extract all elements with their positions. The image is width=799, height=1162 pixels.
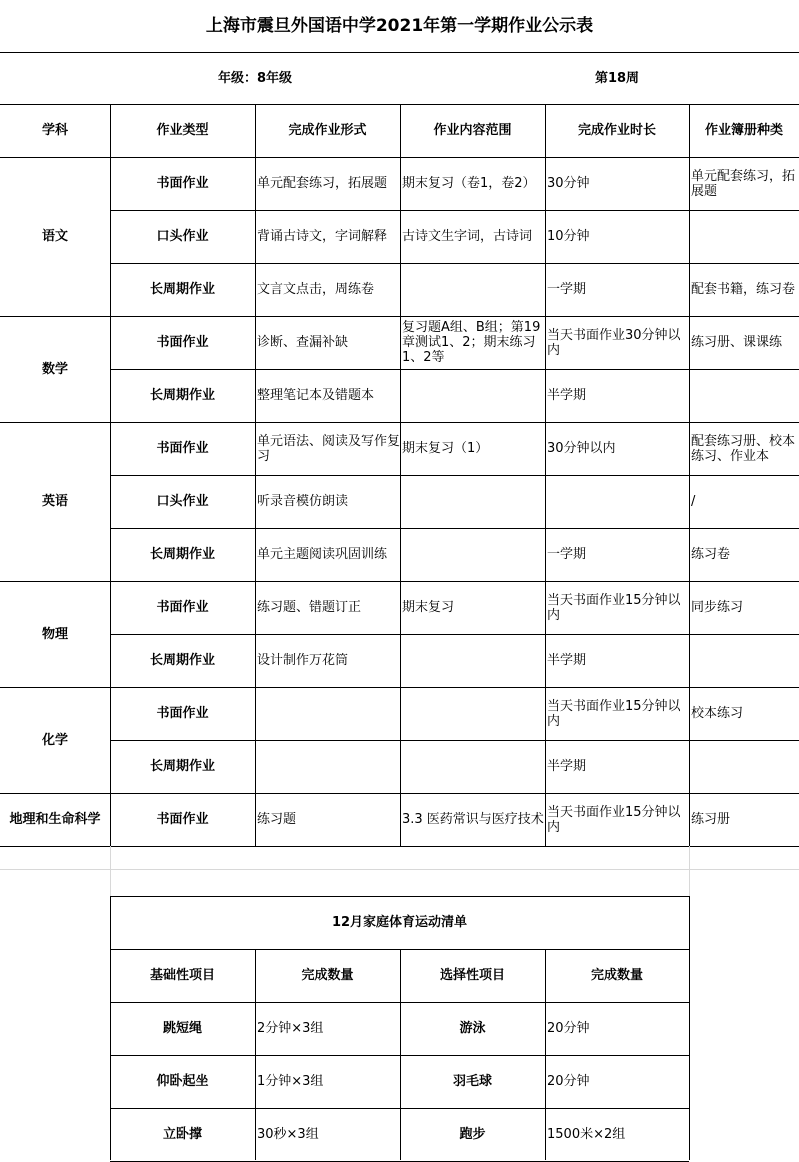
homework-type: 口头作业 xyxy=(156,229,209,244)
table-cell xyxy=(400,740,545,793)
v-rule xyxy=(110,846,111,896)
table-cell: 设计制作万花筒 xyxy=(257,653,349,668)
table-cell xyxy=(545,475,689,528)
table-cell xyxy=(689,210,799,263)
table-cell xyxy=(400,475,545,528)
table-cell xyxy=(689,634,799,687)
sports-title: 12月家庭体育运动清单 xyxy=(331,915,468,930)
exercise-amount: 1500米×2组 xyxy=(547,1127,626,1142)
exercise-name: 跳短绳 xyxy=(162,1021,202,1036)
column-header: 作业簿册种类 xyxy=(704,123,783,138)
exercise-name: 游泳 xyxy=(459,1021,486,1036)
homework-type: 长周期作业 xyxy=(149,759,215,774)
table-cell: 整理笔记本及错题本 xyxy=(257,388,375,403)
subject-name: 语文 xyxy=(41,229,68,244)
homework-type: 书面作业 xyxy=(156,335,209,350)
subject-name: 化学 xyxy=(41,732,68,748)
column-header: 作业内容范围 xyxy=(433,123,512,138)
column-header: 学科 xyxy=(41,123,68,138)
table-cell: 练习册 xyxy=(691,812,731,827)
exercise-name: 羽毛球 xyxy=(452,1074,492,1089)
table-cell: 单元语法、阅读及写作复习 xyxy=(257,433,400,464)
table-cell: 文言文点击，周练卷 xyxy=(257,282,375,297)
subject-name: 数学 xyxy=(41,361,68,377)
subject-name: 地理和生命科学 xyxy=(9,812,101,827)
table-cell: 一学期 xyxy=(547,547,587,562)
exercise-amount: 2分钟×3组 xyxy=(257,1021,324,1036)
sports-column-header: 完成数量 xyxy=(301,968,354,983)
table-cell: 听录音模仿朗读 xyxy=(257,494,349,509)
h-rule xyxy=(0,869,799,870)
exercise-name: 仰卧起坐 xyxy=(156,1074,209,1089)
table-cell xyxy=(400,687,545,740)
table-cell: 当天书面作业30分钟以内 xyxy=(547,327,681,358)
table-cell xyxy=(400,263,545,316)
sports-column-header: 基础性项目 xyxy=(149,968,215,983)
table-cell xyxy=(400,528,545,581)
table-cell: 古诗文生字词，古诗词 xyxy=(402,229,533,244)
table-cell: 练习题、错题订正 xyxy=(257,600,362,615)
table-cell: 诊断、查漏补缺 xyxy=(257,335,349,350)
homework-type: 书面作业 xyxy=(156,600,209,615)
table-cell: 期末复习（卷1，卷2） xyxy=(402,176,536,191)
table-cell: 半学期 xyxy=(547,653,587,668)
exercise-amount: 20分钟 xyxy=(547,1021,590,1036)
page-title: 上海市震旦外国语中学2021年第一学期作业公示表 xyxy=(205,15,594,36)
homework-type: 长周期作业 xyxy=(149,547,215,562)
homework-type: 书面作业 xyxy=(156,812,209,827)
exercise-amount: 20分钟 xyxy=(547,1074,590,1089)
table-cell: 复习题A组、B组；第19章测试1、2；期末练习1、2等 xyxy=(402,320,541,365)
homework-type: 长周期作业 xyxy=(149,653,215,668)
sports-column-header: 完成数量 xyxy=(590,968,643,983)
exercise-name: 跑步 xyxy=(459,1127,486,1142)
homework-type: 口头作业 xyxy=(156,494,209,509)
table-cell: 配套练习册、校本练习、作业本 xyxy=(691,433,796,464)
table-cell: 一学期 xyxy=(547,282,587,297)
table-cell: 练习册、课课练 xyxy=(691,335,783,350)
table-cell xyxy=(689,369,799,422)
exercise-name: 立卧撑 xyxy=(162,1127,202,1142)
table-cell: 半学期 xyxy=(547,759,587,774)
table-cell: 期末复习 xyxy=(402,600,455,615)
table-cell: 30分钟以内 xyxy=(547,441,616,456)
table-cell: 当天书面作业15分钟以内 xyxy=(547,804,681,835)
column-header: 作业类型 xyxy=(156,123,209,138)
homework-type: 长周期作业 xyxy=(149,282,215,297)
table-cell: 单元主题阅读巩固训练 xyxy=(257,547,388,562)
subject-name: 英语 xyxy=(41,494,68,509)
h-rule xyxy=(0,846,799,847)
grade-label: 年级：8年级 xyxy=(217,70,293,86)
v-rule xyxy=(689,896,690,1160)
table-cell xyxy=(400,634,545,687)
table-cell: 校本练习 xyxy=(691,706,744,721)
table-cell: 半学期 xyxy=(547,388,587,403)
homework-type: 长周期作业 xyxy=(149,388,215,403)
table-cell: 当天书面作业15分钟以内 xyxy=(547,698,681,729)
homework-type: 书面作业 xyxy=(156,441,209,456)
week-label: 第18周 xyxy=(594,70,640,86)
table-cell: / xyxy=(691,494,696,509)
table-cell: 练习卷 xyxy=(691,547,731,562)
sports-column-header: 选择性项目 xyxy=(439,968,505,983)
table-cell: 单元配套练习，拓展题 xyxy=(691,168,796,199)
table-cell: 30分钟 xyxy=(547,176,590,191)
column-header: 完成作业形式 xyxy=(288,123,367,138)
table-cell xyxy=(400,369,545,422)
table-cell xyxy=(255,740,400,793)
table-cell: 单元配套练习，拓展题 xyxy=(257,176,388,191)
exercise-amount: 1分钟×3组 xyxy=(257,1074,324,1089)
homework-type: 书面作业 xyxy=(156,176,209,191)
table-cell: 同步练习 xyxy=(691,600,744,615)
table-cell xyxy=(689,740,799,793)
table-cell: 10分钟 xyxy=(547,229,590,244)
subject-name: 物理 xyxy=(41,626,68,642)
column-header: 完成作业时长 xyxy=(577,123,656,138)
table-cell: 练习题 xyxy=(257,812,297,827)
table-cell xyxy=(255,687,400,740)
table-cell: 3.3 医药常识与医疗技术 xyxy=(402,812,544,827)
table-cell: 背诵古诗文，字词解释 xyxy=(257,229,388,244)
table-cell: 期末复习（1） xyxy=(402,441,489,456)
table-cell: 当天书面作业15分钟以内 xyxy=(547,592,681,623)
homework-type: 书面作业 xyxy=(156,706,209,721)
table-cell: 配套书籍，练习卷 xyxy=(691,282,796,297)
exercise-amount: 30秒×3组 xyxy=(257,1127,319,1142)
